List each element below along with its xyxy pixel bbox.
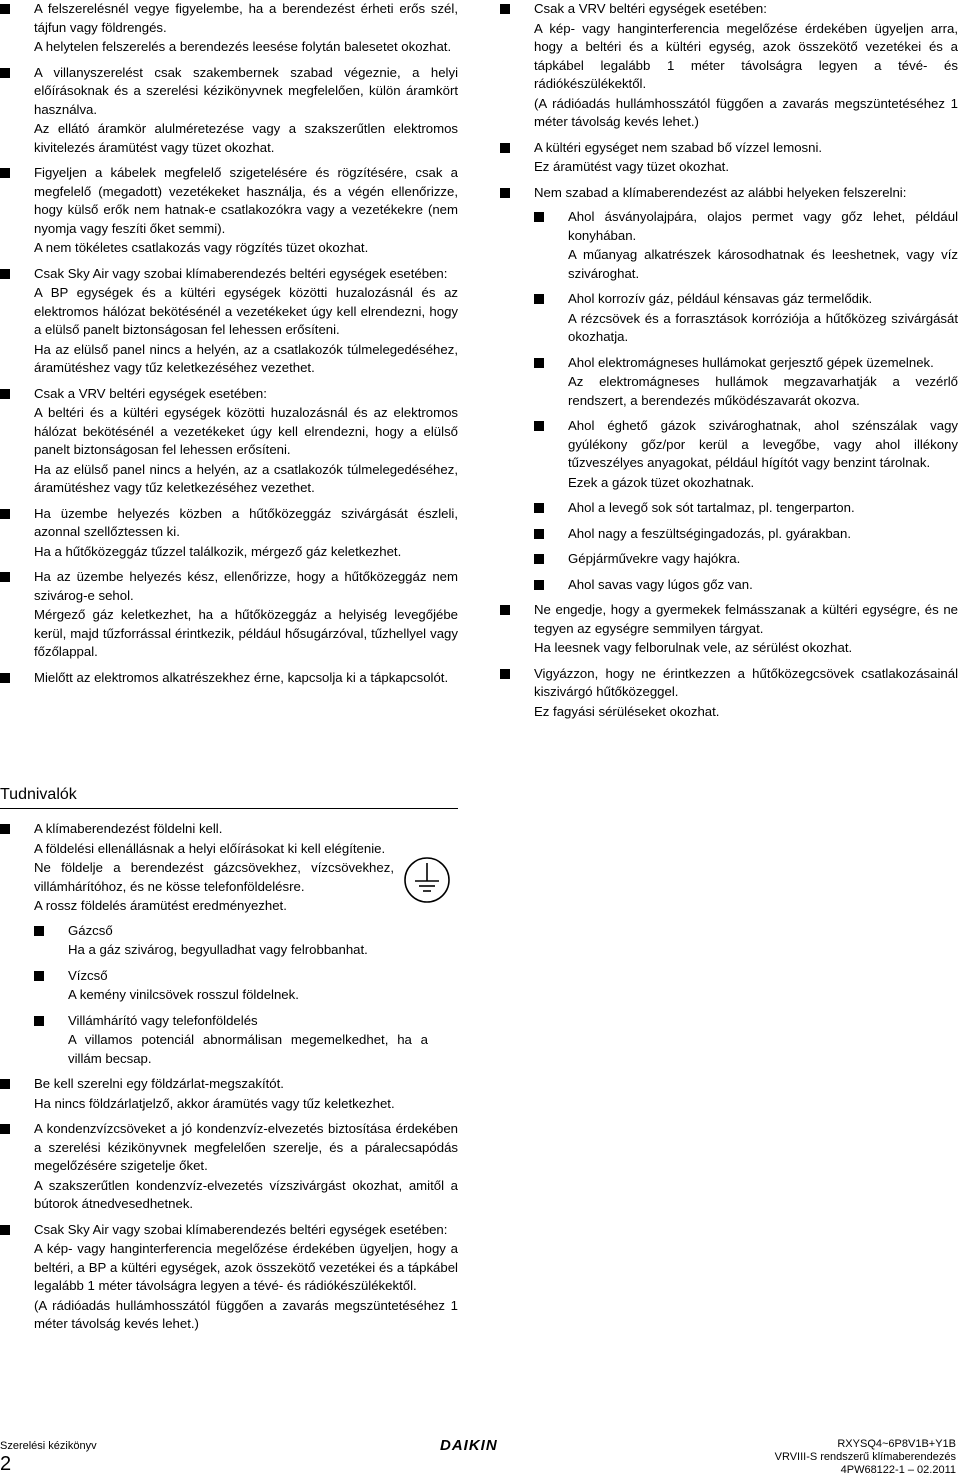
paragraph: A villamos potenciál abnormálisan megemelkedhet, ha a villám becsap. [68,1032,428,1066]
safety-item [0,64,458,158]
paragraph: A műanyag alkatrészek károsodhatnak és leeshetnek, vagy víz szivároghat. [568,247,958,281]
paragraph: Ahol savas vagy lúgos gőz van. [568,576,753,592]
footer-manual-title: Szerelési kézikönyv [0,1440,97,1452]
square-bullet-icon [0,509,10,519]
square-bullet-icon [500,605,510,615]
square-bullet-icon [500,188,510,198]
paragraph: Figyeljen a kábelek megfelelő szigetelésére és rögzítésére, csak a megfelelő (megadott) vezetékeket használja, és a végén ellenőrizze, hogy külső erők nem hatnak-e csatlakozókra vagy a vezetékekre (nem nyomja vagy feszíti őket semmi). [34,165,458,236]
paragraph: A nem tökéletes csatlakozás vagy rögzítés tüzet okozhat. [34,240,369,255]
paragraph: A kép- vagy hanginterferencia megelőzése érdekében ügyeljen, hogy a beltéri, a BP a kültéri egységek, azok összekötő vezetékei és a tápkábel legalább 1 méter távolságra legyen a tévé- és rádiókészülékektől. [34,1241,458,1293]
paragraph: Ha a hűtőközeggáz tűzzel találkozik, mérgező gáz keletkezhet. [34,543,402,559]
paragraph: Ahol elektromágneses hullámokat gerjesztő gépek üzemelnek. [568,354,934,370]
safety-item [0,0,458,57]
square-bullet-icon [534,294,544,304]
left-column [0,0,458,694]
location-sub-item [534,290,958,347]
safety-item [0,568,458,662]
paragraph: A klímaberendezést földelni kell. [34,821,223,836]
paragraph: Csak a VRV beltéri egységek esetében: [534,1,767,16]
paragraph: A felszerelésnél vegye figyelembe, ha a berendezést érheti erős szél, tájfun vagy földrengés. [34,1,458,35]
paragraph: Ahol ásványolajpára, olajos permet vagy gőz lehet, például konyhában. [568,209,958,243]
square-bullet-icon [500,4,510,14]
square-bullet-icon [500,143,510,153]
paragraph: (A rádióadás hullámhosszától függően a zavarás megszüntetéséhez 1 méter távolság kevés lehet.) [34,1297,458,1331]
paragraph: Ha az üzembe helyezés kész, ellenőrizze, hogy a hűtőközeggáz nem szivárog-e sehol. [34,569,458,603]
paragraph: Ha az elülső panel nincs a helyén, az a csatlakozók túlmelegedéséhez, áramütéshez vagy tűz keletkezéséhez vezethet. [34,341,458,375]
location-sub-item [534,525,958,544]
safety-item [500,139,958,177]
paragraph: Ne engedje, hogy a gyermekek felmásszanak a kültéri egységre, és ne tegyen az egységre semmilyen tárgyat. [534,602,958,636]
locations-intro: Nem szabad a klímaberendezést az alábbi helyeken felszerelni: [534,184,907,200]
footer-docnum: 4PW68122-1 – 02.2011 [840,1464,956,1476]
paragraph: Csak Sky Air vagy szobai klímaberendezés beltéri egységek esetében: [34,1221,448,1237]
paragraph: A villanyszerelést csak szakembernek szabad végeznie, a helyi előírásoknak és a szerelési kézikönyvnek megfelelően, külön áramkört használva. [34,64,458,117]
paragraph: Ha leesnek vagy felborulnak vele, az sérülést okozhat. [534,640,853,655]
paragraph: A szakszerűtlen kondenzvíz-elvezetés vízszivárgást okozhat, amitől a bútorok átnedvesedhetnek. [34,1177,458,1211]
paragraph: Ahol éghető gázok szivároghatnak, ahol szénszálak vagy gyúlékony gőz/por kerül a levegőbe, vagy ahol illékony tűzveszélyes anyagokat, például hígítót vagy benzint tárolnak. [568,418,958,470]
safety-item [500,0,958,132]
square-bullet-icon [34,926,44,936]
paragraph: Ahol a levegő sok sót tartalmaz, pl. tengerparton. [568,500,855,515]
paragraph: A földelési ellenállásnak a helyi előírásokat ki kell elégítenie. [34,840,386,856]
square-bullet-icon [534,358,544,368]
location-sub-item [534,576,958,595]
paragraph: A kemény vinilcsövek rosszul földelnek. [68,987,299,1002]
notes-section [0,820,458,1341]
paragraph: A kondenzvízcsöveket a jó kondenzvíz-elvezetés biztosítása érdekében a szerelési kézikönyvnek megfelelően szerelje, és a páralecsapódás megelőzésére szigetelje őket. [34,1121,458,1173]
page-number: 2 [0,1453,12,1475]
square-bullet-icon [0,4,10,14]
square-bullet-icon [0,572,10,582]
paragraph: Ne földelje a berendezést gázcsövekhez, vízcsövekhez, villámhárítóhoz, és ne kösse telefonföldelésre. [34,860,394,894]
paragraph: A kép- vagy hanginterferencia megelőzése érdekében ügyeljen arra, hogy a beltéri és a kültéri egység, azok összekötő vezetékei és a tápkábel legalább 1 méter távolságra legyen a tévé- és rádiókészülékektől. [534,20,958,91]
paragraph: Mérgező gáz keletkezhet, ha a hűtőközeggáz a helyiség levegőjébe kerül, majd tűzforrással érintkezik, például hősugárzóval, tűzhellyel vagy főzőlappal. [34,607,458,659]
grounding-sub-item [34,922,458,960]
daikin-logo [440,1436,520,1452]
square-bullet-icon [34,971,44,981]
paragraph: Az ellátó áramkör alulméretezése vagy a szakszerűtlen elektromos kivitelezés áramütést vagy tüzet okozhat. [34,121,458,155]
paragraph: (A rádióadás hullámhosszától függően a zavarás megszüntetéséhez 1 méter távolság kevés lehet.) [534,95,958,129]
footer-series: VRVIII-S rendszerű klímaberendezés [774,1451,956,1463]
note-item [0,1120,458,1214]
safety-item [0,505,458,562]
location-sub-item [534,208,958,283]
paragraph: Ahol nagy a feszültségingadozás, pl. gyárakban. [568,525,851,541]
square-bullet-icon [534,580,544,590]
paragraph: Gázcső [68,922,113,938]
paragraph: Csak Sky Air vagy szobai klímaberendezés beltéri egységek esetében: [34,265,448,281]
paragraph: Mielőtt az elektromos alkatrészekhez érne, kapcsolja ki a tápkapcsolót. [34,669,449,685]
square-bullet-icon [0,1124,10,1134]
paragraph: Gépjárművekre vagy hajókra. [568,551,741,566]
grounding-item [0,820,458,1068]
location-sub-item [534,499,958,518]
paragraph: Csak a VRV beltéri egységek esetében: [34,385,267,401]
square-bullet-icon [34,1016,44,1026]
safety-item [0,164,458,258]
safety-item [0,265,458,378]
square-bullet-icon [534,529,544,539]
note-item [0,1075,458,1113]
footer-product-info [775,1438,956,1477]
grounding-sub-item [34,1012,458,1069]
earth-ground-symbol-icon [402,855,452,905]
note-item [0,1221,458,1334]
square-bullet-icon [0,168,10,178]
safety-item [0,385,458,498]
paragraph: Be kell szerelni egy földzárlat-megszakítót. [34,1076,284,1091]
square-bullet-icon [0,1079,10,1089]
square-bullet-icon [0,673,10,683]
square-bullet-icon [534,421,544,431]
paragraph: A rézcsövek és a forrasztások korróziója a hűtőközeg szivárgását okozhatja. [568,310,958,344]
paragraph: A BP egységek és a kültéri egységek közötti huzalozásnál és az elektromos hálózat bekötésénél a vezetékeket úgy kell elrendezni, hogy a elülső panelt biztonságosan fel lehessen erősíteni. [34,285,458,337]
paragraph: Ez áramütést vagy tüzet okozhat. [534,159,729,174]
svg-text:DAIKIN: DAIKIN [440,1437,498,1452]
square-bullet-icon [500,669,510,679]
square-bullet-icon [0,1225,10,1235]
paragraph: Vízcső [68,967,108,983]
paragraph: A beltéri és a kültéri egységek közötti huzalozásnál és az elektromos hálózat bekötésénél a vezetékeket úgy kell elrendezni, hogy a elülső panelt biztonságosan fel lehessen erősíteni. [34,405,458,457]
footer-model: RXYSQ4~6P8V1B+Y1B [837,1438,956,1450]
paragraph: Villámhárító vagy telefonföldelés [68,1012,258,1028]
safety-item [500,665,958,722]
paragraph: Vigyázzon, hogy ne érintkezzen a hűtőközegcsövek csatlakozásainál kiszivárgó hűtőközeggel. [534,665,958,699]
square-bullet-icon [534,554,544,564]
paragraph: Ha a gáz szivárog, begyulladhat vagy felrobbanhat. [68,942,368,957]
paragraph: A kültéri egységet nem szabad bő vízzel lemosni. [534,139,823,155]
square-bullet-icon [534,503,544,513]
square-bullet-icon [0,68,10,78]
paragraph: Ha nincs földzárlatjelző, akkor áramütés vagy tűz keletkezhet. [34,1095,395,1111]
square-bullet-icon [534,212,544,222]
location-sub-item [534,417,958,492]
section-heading: Tudnivalók [0,783,458,809]
location-sub-item [534,550,958,569]
square-bullet-icon [0,269,10,279]
grounding-sub-item [34,967,458,1005]
paragraph: Ha az elülső panel nincs a helyén, az a csatlakozók túlmelegedéséhez, áramütéshez vagy tűz keletkezéséhez vezethet. [34,461,458,495]
paragraph: Ha üzembe helyezés közben a hűtőközeggáz szivárgását észleli, azonnal szellőztessen ki. [34,505,458,539]
paragraph: Az elektromágneses hullámok megzavarhatják a vezérlő rendszert, a berendezés működészavarát okozva. [568,374,958,408]
paragraph: Ezek a gázok tüzet okozhatnak. [568,474,755,490]
paragraph: Ez fagyási sérüléseket okozhat. [534,703,720,719]
paragraph: A helytelen felszerelés a berendezés leesése folytán balesetet okozhat. [34,39,452,54]
safety-item [500,601,958,658]
paragraph: Ahol korrozív gáz, például kénsavas gáz termelődik. [568,291,873,306]
locations-item [500,184,958,595]
right-column [500,0,958,728]
square-bullet-icon [0,824,10,834]
square-bullet-icon [0,389,10,399]
safety-item [0,669,458,688]
location-sub-item [534,354,958,411]
paragraph: A rossz földelés áramütést eredményezhet. [34,898,287,913]
